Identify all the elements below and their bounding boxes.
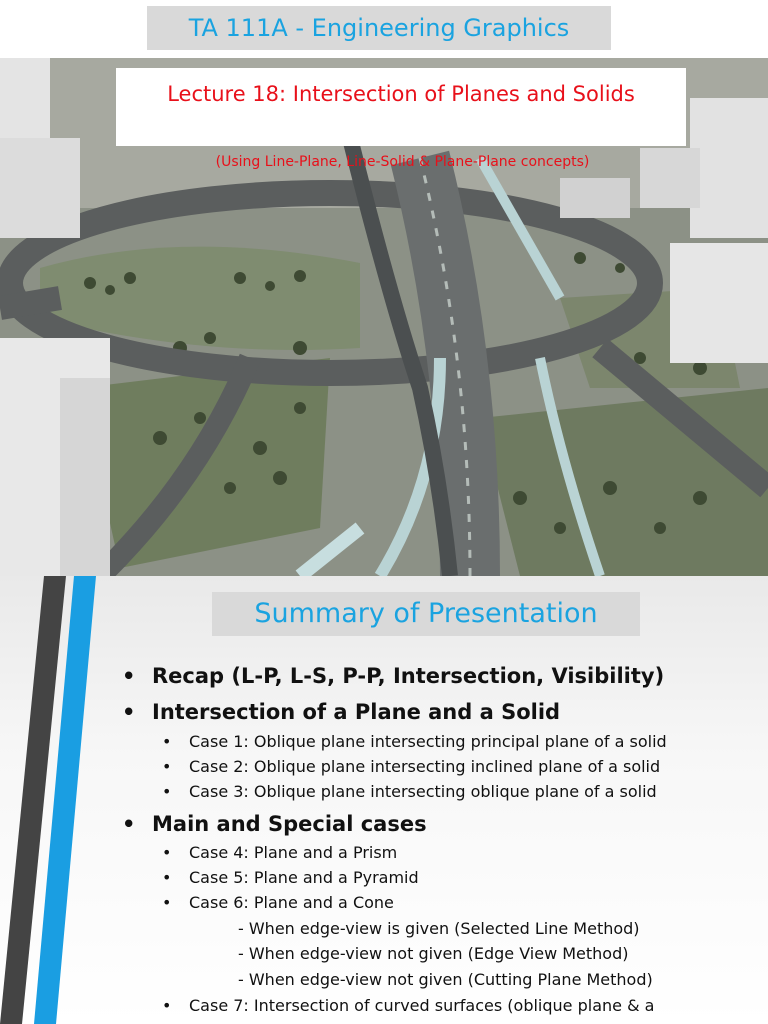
list-item: • Main and Special cases bbox=[122, 812, 427, 836]
list-item: • Case 4: Plane and a Prism bbox=[162, 843, 398, 862]
list-item: • Case 5: Plane and a Pyramid bbox=[162, 868, 419, 887]
summary-slide bbox=[0, 576, 768, 1024]
decorative-stripes bbox=[0, 576, 100, 1024]
list-item: • Recap (L-P, L-S, P-P, Intersection, Visibility) bbox=[122, 664, 665, 688]
list-item: • Case 1: Oblique plane intersecting principal plane of a solid bbox=[162, 732, 667, 751]
list-subitem: - When edge-view not given (Cutting Plane Method) bbox=[238, 970, 653, 989]
lecture-subtitle: (Using Line-Plane, Line-Solid & Plane-Plane concepts) bbox=[215, 154, 590, 170]
list-item: • Case 6: Plane and a Cone bbox=[162, 893, 394, 912]
course-title: TA 111A - Engineering Graphics bbox=[147, 6, 611, 50]
list-item: • Intersection of a Plane and a Solid bbox=[122, 700, 561, 724]
summary-title: Summary of Presentation bbox=[212, 592, 640, 636]
list-subitem: - When edge-view not given (Edge View Method) bbox=[238, 944, 629, 963]
lecture-title: Lecture 18: Intersection of Planes and Solids bbox=[167, 82, 635, 106]
list-subitem: - When edge-view is given (Selected Line Method) bbox=[238, 919, 640, 938]
list-item: • Case 7: Intersection of curved surfaces (oblique plane & a bbox=[162, 996, 655, 1015]
list-item: • Case 3: Oblique plane intersecting oblique plane of a solid bbox=[162, 782, 657, 801]
list-item: • Case 2: Oblique plane intersecting inclined plane of a solid bbox=[162, 757, 661, 776]
